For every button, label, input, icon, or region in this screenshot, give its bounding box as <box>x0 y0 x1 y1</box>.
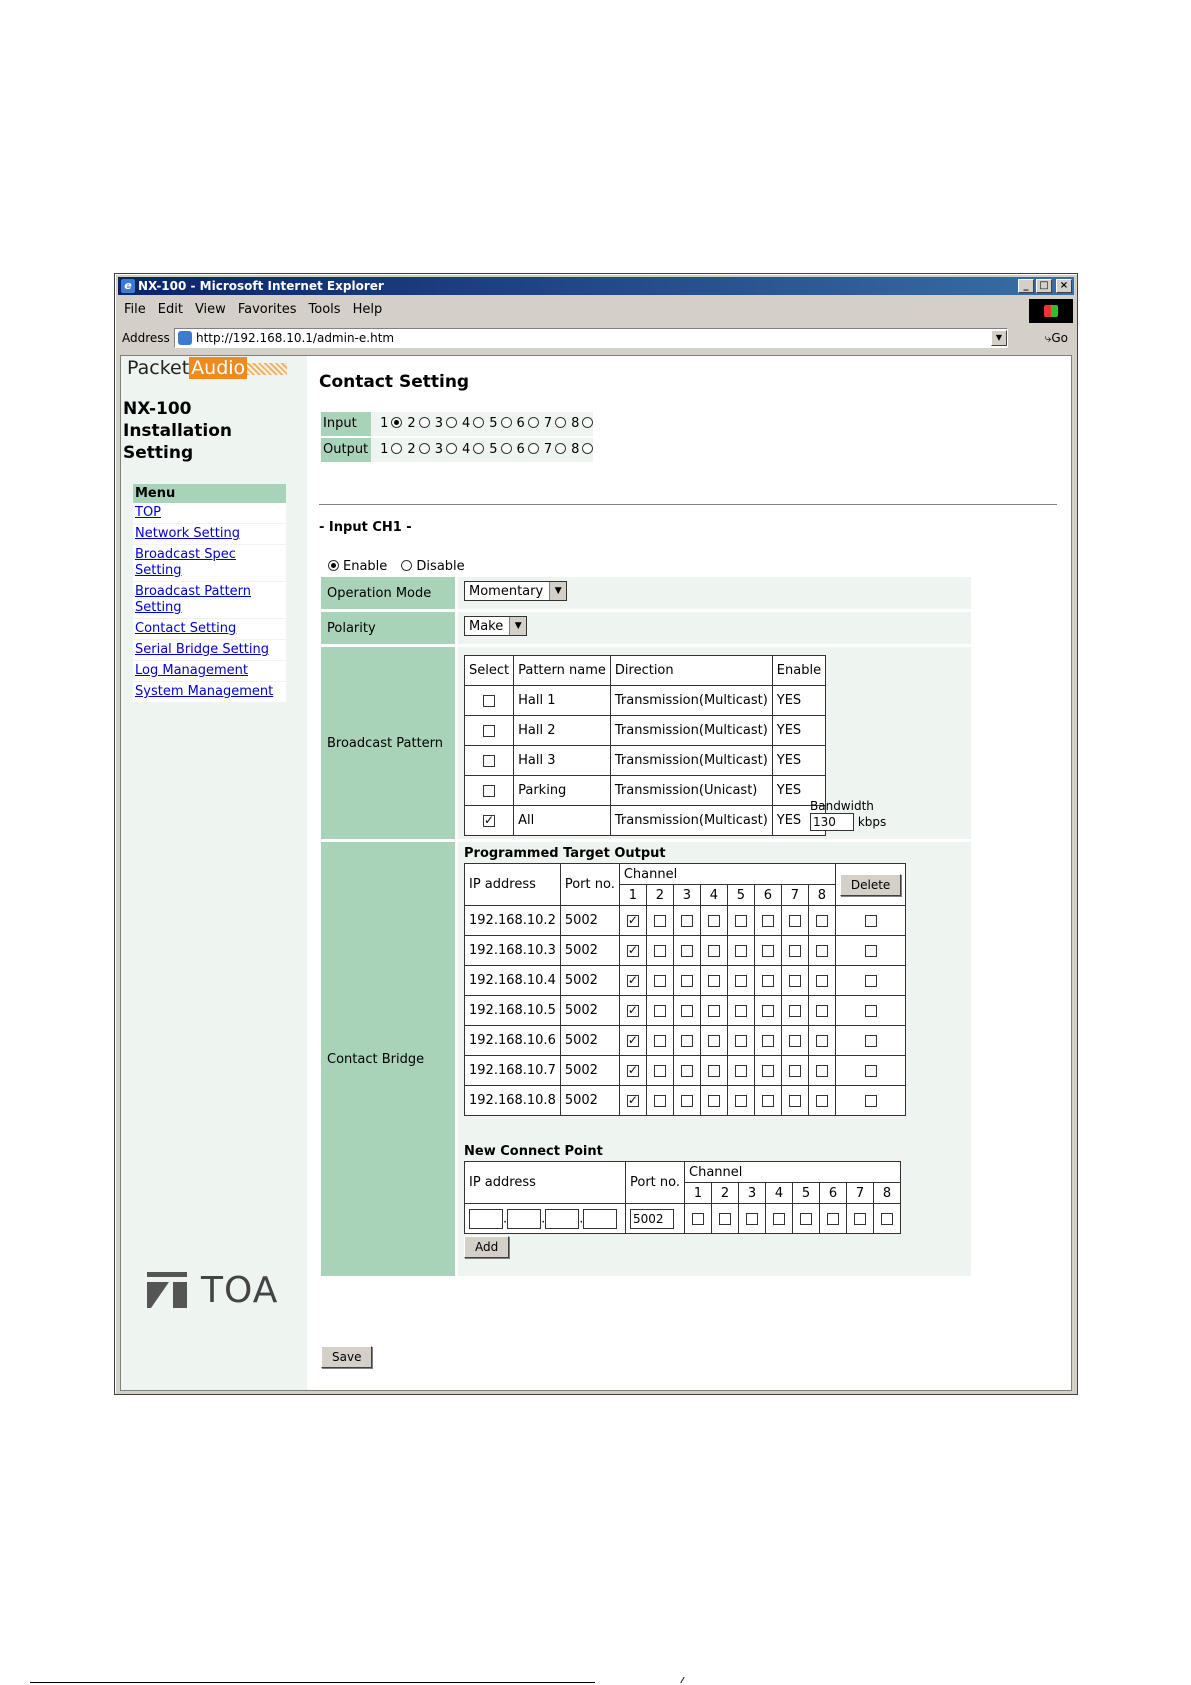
input-channel-8: 8 <box>571 412 593 436</box>
channel-checkbox[interactable] <box>800 1213 812 1225</box>
pattern-enable: YES <box>772 716 825 746</box>
channel-checkbox[interactable] <box>708 1005 720 1017</box>
output-channel-5: 5 <box>489 438 511 462</box>
sidebar-item-broadcast-spec-setting[interactable]: Broadcast Spec Setting <box>133 545 286 582</box>
channel-checkbox[interactable] <box>708 915 720 927</box>
menu-edit[interactable]: Edit <box>157 302 183 317</box>
windows-logo-icon <box>1029 299 1073 323</box>
table-row <box>465 1026 906 1056</box>
channel-checkbox[interactable] <box>789 1005 801 1017</box>
delete-checkbox[interactable] <box>865 1005 877 1017</box>
output-channel-2: 2 <box>407 438 429 462</box>
programmed-target-table <box>464 863 906 1116</box>
main-content <box>319 356 1071 1390</box>
channel-number: 5 <box>727 885 754 906</box>
channel-checkbox[interactable] <box>692 1213 704 1225</box>
table-row <box>465 686 826 716</box>
target-port: 5002 <box>560 1056 619 1086</box>
channel-checkbox[interactable] <box>681 1065 693 1077</box>
menu-heading: Menu <box>133 484 286 503</box>
operation-mode-select[interactable]: Momentary ▼ <box>464 581 567 601</box>
table-row <box>465 966 906 996</box>
toa-logo <box>145 1268 278 1312</box>
input-channel-selector <box>321 412 593 436</box>
target-ip: 192.168.10.8 <box>465 1086 561 1116</box>
table-row <box>465 776 826 806</box>
output-channel-radio[interactable] <box>501 443 512 454</box>
channel-checkbox[interactable] <box>708 975 720 987</box>
output-channel-4: 4 <box>462 438 484 462</box>
output-channel-1: 1 <box>380 438 402 462</box>
close-button[interactable]: × <box>1056 279 1072 293</box>
channel-checkbox[interactable] <box>762 945 774 957</box>
channel-checkbox[interactable] <box>681 915 693 927</box>
menu-file[interactable]: File <box>124 302 146 317</box>
channel-number: 6 <box>754 885 781 906</box>
ip-octet-input[interactable] <box>583 1209 617 1229</box>
target-port: 5002 <box>560 966 619 996</box>
output-channel-selector <box>321 438 593 462</box>
target-ip: 192.168.10.7 <box>465 1056 561 1086</box>
channel-checkbox[interactable] <box>735 1095 747 1107</box>
channel-checkbox[interactable] <box>708 945 720 957</box>
broadcast-pattern-table <box>464 655 826 836</box>
minimize-button[interactable]: _ <box>1018 279 1034 293</box>
channel-number: 4 <box>700 885 727 906</box>
pattern-name: All <box>514 806 611 836</box>
channel-checkbox[interactable] <box>654 1065 666 1077</box>
toa-mark-icon <box>145 1268 189 1312</box>
input-channel-5: 5 <box>489 412 511 436</box>
port-header: Port no. <box>626 1162 685 1204</box>
settings-form <box>321 574 971 1276</box>
channel-checkbox[interactable] <box>762 975 774 987</box>
column-header: Direction <box>610 656 772 686</box>
divider <box>319 504 1057 506</box>
enable-label: Enable <box>343 559 388 574</box>
channel-checkbox[interactable] <box>654 945 666 957</box>
polarity-select[interactable]: Make ▼ <box>464 616 527 636</box>
channel-checkbox[interactable] <box>708 1065 720 1077</box>
chevron-down-icon: ▼ <box>509 617 526 635</box>
channel-checkbox[interactable] <box>654 975 666 987</box>
add-button[interactable]: Add <box>464 1236 509 1258</box>
delete-checkbox[interactable] <box>865 1035 877 1047</box>
input-channel-4: 4 <box>462 412 484 436</box>
pattern-enable: YES <box>772 686 825 716</box>
menu-help[interactable]: Help <box>352 302 383 317</box>
channel-checkbox[interactable] <box>681 945 693 957</box>
new-connect-point-table <box>464 1161 901 1234</box>
column-header: Enable <box>772 656 825 686</box>
page-title: Contact Setting <box>319 372 470 392</box>
input-label: Input <box>321 412 371 436</box>
ip-octet-input[interactable] <box>469 1209 503 1229</box>
target-ip: 192.168.10.3 <box>465 936 561 966</box>
bandwidth-input[interactable]: 130 <box>810 813 854 831</box>
channel-checkbox[interactable] <box>773 1213 785 1225</box>
target-port: 5002 <box>560 906 619 936</box>
bandwidth-unit: kbps <box>857 815 887 829</box>
channel-checkbox[interactable] <box>762 1095 774 1107</box>
broadcast-pattern-label: Broadcast Pattern <box>321 647 455 839</box>
channel-checkbox[interactable] <box>719 1213 731 1225</box>
input-channel-1: 1 <box>380 412 402 436</box>
channel-checkbox[interactable] <box>627 945 639 957</box>
pattern-select-checkbox[interactable] <box>483 725 495 737</box>
table-row <box>465 806 826 836</box>
pattern-enable: YES <box>772 776 825 806</box>
channel-checkbox[interactable] <box>789 1095 801 1107</box>
channel-checkbox[interactable] <box>627 915 639 927</box>
channel-number: 3 <box>673 885 700 906</box>
channel-checkbox[interactable] <box>708 1035 720 1047</box>
delete-checkbox[interactable] <box>865 915 877 927</box>
channel-number: 1 <box>685 1183 712 1204</box>
output-channel-radio[interactable] <box>582 443 593 454</box>
new-connect-point-title: New Connect Point <box>464 1144 603 1159</box>
sidebar-item-broadcast-pattern-setting[interactable]: Broadcast Pattern Setting <box>133 582 286 619</box>
enable-radio[interactable] <box>328 560 339 571</box>
output-channel-radio[interactable] <box>473 443 484 454</box>
input-channel-6: 6 <box>517 412 539 436</box>
delete-checkbox[interactable] <box>865 1065 877 1077</box>
channel-checkbox[interactable] <box>735 975 747 987</box>
channel-checkbox[interactable] <box>746 1213 758 1225</box>
chevron-down-icon[interactable]: ▼ <box>991 330 1007 346</box>
channel-checkbox[interactable] <box>789 945 801 957</box>
disable-radio[interactable] <box>401 560 412 571</box>
channel-checkbox[interactable] <box>789 1065 801 1077</box>
pattern-direction: Transmission(Multicast) <box>610 746 772 776</box>
table-header-row <box>465 1162 901 1183</box>
polarity-label: Polarity <box>321 612 455 644</box>
ip-octet-input[interactable] <box>507 1209 541 1229</box>
channel-checkbox[interactable] <box>816 1065 828 1077</box>
table-row <box>465 746 826 776</box>
pattern-name: Hall 2 <box>514 716 611 746</box>
sidebar-item-contact-setting[interactable]: Contact Setting <box>133 619 286 640</box>
ip-octet-input[interactable] <box>545 1209 579 1229</box>
input-channel-3: 3 <box>435 412 457 436</box>
ip-address-header: IP address <box>465 864 561 906</box>
address-input[interactable] <box>174 328 1008 348</box>
channel-checkbox[interactable] <box>735 1065 747 1077</box>
table-row <box>465 1056 906 1086</box>
input-channel-radio[interactable] <box>446 417 457 428</box>
output-channel-8: 8 <box>571 438 593 462</box>
page-viewport <box>120 355 1072 1391</box>
table-row <box>465 936 906 966</box>
model-name: NX-100 <box>123 399 192 419</box>
save-button[interactable]: Save <box>321 1346 372 1368</box>
input-channel-radio[interactable] <box>501 417 512 428</box>
pattern-direction: Transmission(Unicast) <box>610 776 772 806</box>
ip-address-header: IP address <box>465 1162 626 1204</box>
enable-toggle <box>325 559 465 574</box>
address-url: http://192.168.10.1/admin-e.htm <box>196 331 395 345</box>
channel-checkbox[interactable] <box>816 945 828 957</box>
channel-checkbox[interactable] <box>762 1005 774 1017</box>
column-header: Pattern name <box>514 656 611 686</box>
delete-checkbox[interactable] <box>865 1095 877 1107</box>
page-icon <box>178 331 192 345</box>
pattern-name: Hall 1 <box>514 686 611 716</box>
title-bar <box>118 277 1074 295</box>
target-ip: 192.168.10.6 <box>465 1026 561 1056</box>
channel-checkbox[interactable] <box>816 1095 828 1107</box>
output-channel-6: 6 <box>517 438 539 462</box>
channel-number: 1 <box>619 885 646 906</box>
channel-checkbox[interactable] <box>708 1095 720 1107</box>
channel-checkbox[interactable] <box>681 1095 693 1107</box>
channel-checkbox[interactable] <box>627 1035 639 1047</box>
channel-checkbox[interactable] <box>762 1065 774 1077</box>
channel-checkbox[interactable] <box>654 915 666 927</box>
channel-checkbox[interactable] <box>762 915 774 927</box>
installation-setting-title: Installation Setting <box>123 421 233 463</box>
channel-number: 7 <box>847 1183 874 1204</box>
output-channel-radio[interactable] <box>446 443 457 454</box>
channel-number: 6 <box>820 1183 847 1204</box>
sidebar-item-system-management[interactable]: System Management <box>133 682 286 703</box>
sidebar-item-log-management[interactable]: Log Management <box>133 661 286 682</box>
channel-number: 2 <box>646 885 673 906</box>
output-channel-7: 7 <box>544 438 566 462</box>
table-row <box>465 906 906 936</box>
channel-checkbox[interactable] <box>654 1035 666 1047</box>
sidebar-item-network-setting[interactable]: Network Setting <box>133 524 286 545</box>
device-model <box>123 398 307 464</box>
delete-button[interactable]: Delete <box>840 874 901 896</box>
channel-checkbox[interactable] <box>762 1035 774 1047</box>
go-button[interactable]: ⤷Go <box>1044 331 1068 345</box>
channel-number: 2 <box>712 1183 739 1204</box>
channel-checkbox[interactable] <box>654 1095 666 1107</box>
column-header: Select <box>465 656 514 686</box>
target-port: 5002 <box>560 1086 619 1116</box>
toa-brand-text: TOA <box>201 1269 279 1311</box>
channel-checkbox[interactable] <box>735 915 747 927</box>
pattern-name: Hall 3 <box>514 746 611 776</box>
channel-number: 3 <box>739 1183 766 1204</box>
channel-checkbox[interactable] <box>735 945 747 957</box>
channel-checkbox[interactable] <box>789 975 801 987</box>
channel-checkbox[interactable] <box>627 975 639 987</box>
channel-number: 8 <box>874 1183 901 1204</box>
sidebar-item-top[interactable]: TOP <box>133 503 286 524</box>
output-channel-radio[interactable] <box>555 443 566 454</box>
bandwidth <box>810 799 886 831</box>
channel-checkbox[interactable] <box>627 1095 639 1107</box>
target-port: 5002 <box>560 936 619 966</box>
channel-checkbox[interactable] <box>789 915 801 927</box>
channel-checkbox[interactable] <box>735 1005 747 1017</box>
input-channel-radio[interactable] <box>528 417 539 428</box>
window-title: NX-100 - Microsoft Internet Explorer <box>138 279 384 293</box>
pattern-select-checkbox[interactable] <box>483 755 495 767</box>
channel-header: Channel <box>619 864 835 885</box>
side-menu <box>133 484 286 703</box>
internet-explorer-icon: e <box>121 279 135 293</box>
sidebar-item-serial-bridge-setting[interactable]: Serial Bridge Setting <box>133 640 286 661</box>
channel-header: Channel <box>685 1162 901 1183</box>
footer-rule <box>30 1682 595 1683</box>
channel-number: 7 <box>781 885 808 906</box>
channel-checkbox[interactable] <box>789 1035 801 1047</box>
menu-favorites[interactable]: Favorites <box>237 302 297 317</box>
channel-checkbox[interactable] <box>816 1005 828 1017</box>
operation-mode-label: Operation Mode <box>321 577 455 609</box>
input-channel-radio[interactable] <box>582 417 593 428</box>
pattern-direction: Transmission(Multicast) <box>610 806 772 836</box>
channel-number: 8 <box>808 885 835 906</box>
menu-bar <box>118 298 1074 322</box>
input-channel-2: 2 <box>407 412 429 436</box>
channel-checkbox[interactable] <box>681 1005 693 1017</box>
input-channel-radio[interactable] <box>419 417 430 428</box>
channel-checkbox[interactable] <box>816 975 828 987</box>
input-channel-radio[interactable] <box>473 417 484 428</box>
pattern-enable: YES <box>772 806 825 836</box>
menu-view[interactable]: View <box>194 302 226 317</box>
maximize-button[interactable]: □ <box>1036 279 1052 293</box>
channel-checkbox[interactable] <box>627 1005 639 1017</box>
pattern-select-checkbox[interactable] <box>483 815 495 827</box>
channel-checkbox[interactable] <box>881 1213 893 1225</box>
output-channel-radio[interactable] <box>391 443 402 454</box>
bandwidth-label: Bandwidth <box>810 799 874 813</box>
table-row: . . . 5002 <box>465 1204 901 1234</box>
output-channel-3: 3 <box>435 438 457 462</box>
pattern-select-checkbox[interactable] <box>483 695 495 707</box>
input-channel-7: 7 <box>544 412 566 436</box>
target-ip: 192.168.10.5 <box>465 996 561 1026</box>
table-row <box>465 716 826 746</box>
channel-checkbox[interactable] <box>654 1005 666 1017</box>
channel-checkbox[interactable] <box>827 1213 839 1225</box>
input-channel-radio[interactable] <box>555 417 566 428</box>
channel-checkbox[interactable] <box>854 1213 866 1225</box>
section-title: - Input CH1 - <box>319 520 412 535</box>
input-channel-radio[interactable] <box>391 417 402 428</box>
port-input[interactable]: 5002 <box>630 1209 674 1229</box>
target-ip: 192.168.10.4 <box>465 966 561 996</box>
sidebar <box>121 356 307 1390</box>
delete-checkbox[interactable] <box>865 945 877 957</box>
table-header-row <box>465 656 826 686</box>
pattern-direction: Transmission(Multicast) <box>610 716 772 746</box>
output-label: Output <box>321 438 371 462</box>
channel-checkbox[interactable] <box>681 975 693 987</box>
chevron-down-icon: ▼ <box>549 582 566 600</box>
packet-audio-logo: Packet Audio <box>127 358 287 378</box>
menu-tools[interactable]: Tools <box>308 302 341 317</box>
table-row <box>465 996 906 1026</box>
disable-label: Disable <box>416 559 465 574</box>
channel-checkbox[interactable] <box>627 1065 639 1077</box>
channel-checkbox[interactable] <box>816 1035 828 1047</box>
channel-checkbox[interactable] <box>735 1035 747 1047</box>
table-header-row <box>465 864 906 885</box>
output-channel-radio[interactable] <box>419 443 430 454</box>
contact-bridge-label: Contact Bridge <box>321 842 455 1276</box>
channel-checkbox[interactable] <box>816 915 828 927</box>
port-header: Port no. <box>560 864 619 906</box>
channel-checkbox[interactable] <box>681 1035 693 1047</box>
channel-number: 4 <box>766 1183 793 1204</box>
pattern-direction: Transmission(Multicast) <box>610 686 772 716</box>
footer-mark <box>680 1677 684 1683</box>
pattern-enable: YES <box>772 746 825 776</box>
channel-number: 5 <box>793 1183 820 1204</box>
browser-window <box>114 273 1078 1395</box>
output-channel-radio[interactable] <box>528 443 539 454</box>
target-port: 5002 <box>560 996 619 1026</box>
address-bar <box>118 326 1074 350</box>
table-row <box>465 1086 906 1116</box>
pattern-name: Parking <box>514 776 611 806</box>
pattern-select-checkbox[interactable] <box>483 785 495 797</box>
target-ip: 192.168.10.2 <box>465 906 561 936</box>
programmed-target-title: Programmed Target Output <box>464 846 666 861</box>
delete-checkbox[interactable] <box>865 975 877 987</box>
address-label: Address <box>122 331 170 345</box>
target-port: 5002 <box>560 1026 619 1056</box>
